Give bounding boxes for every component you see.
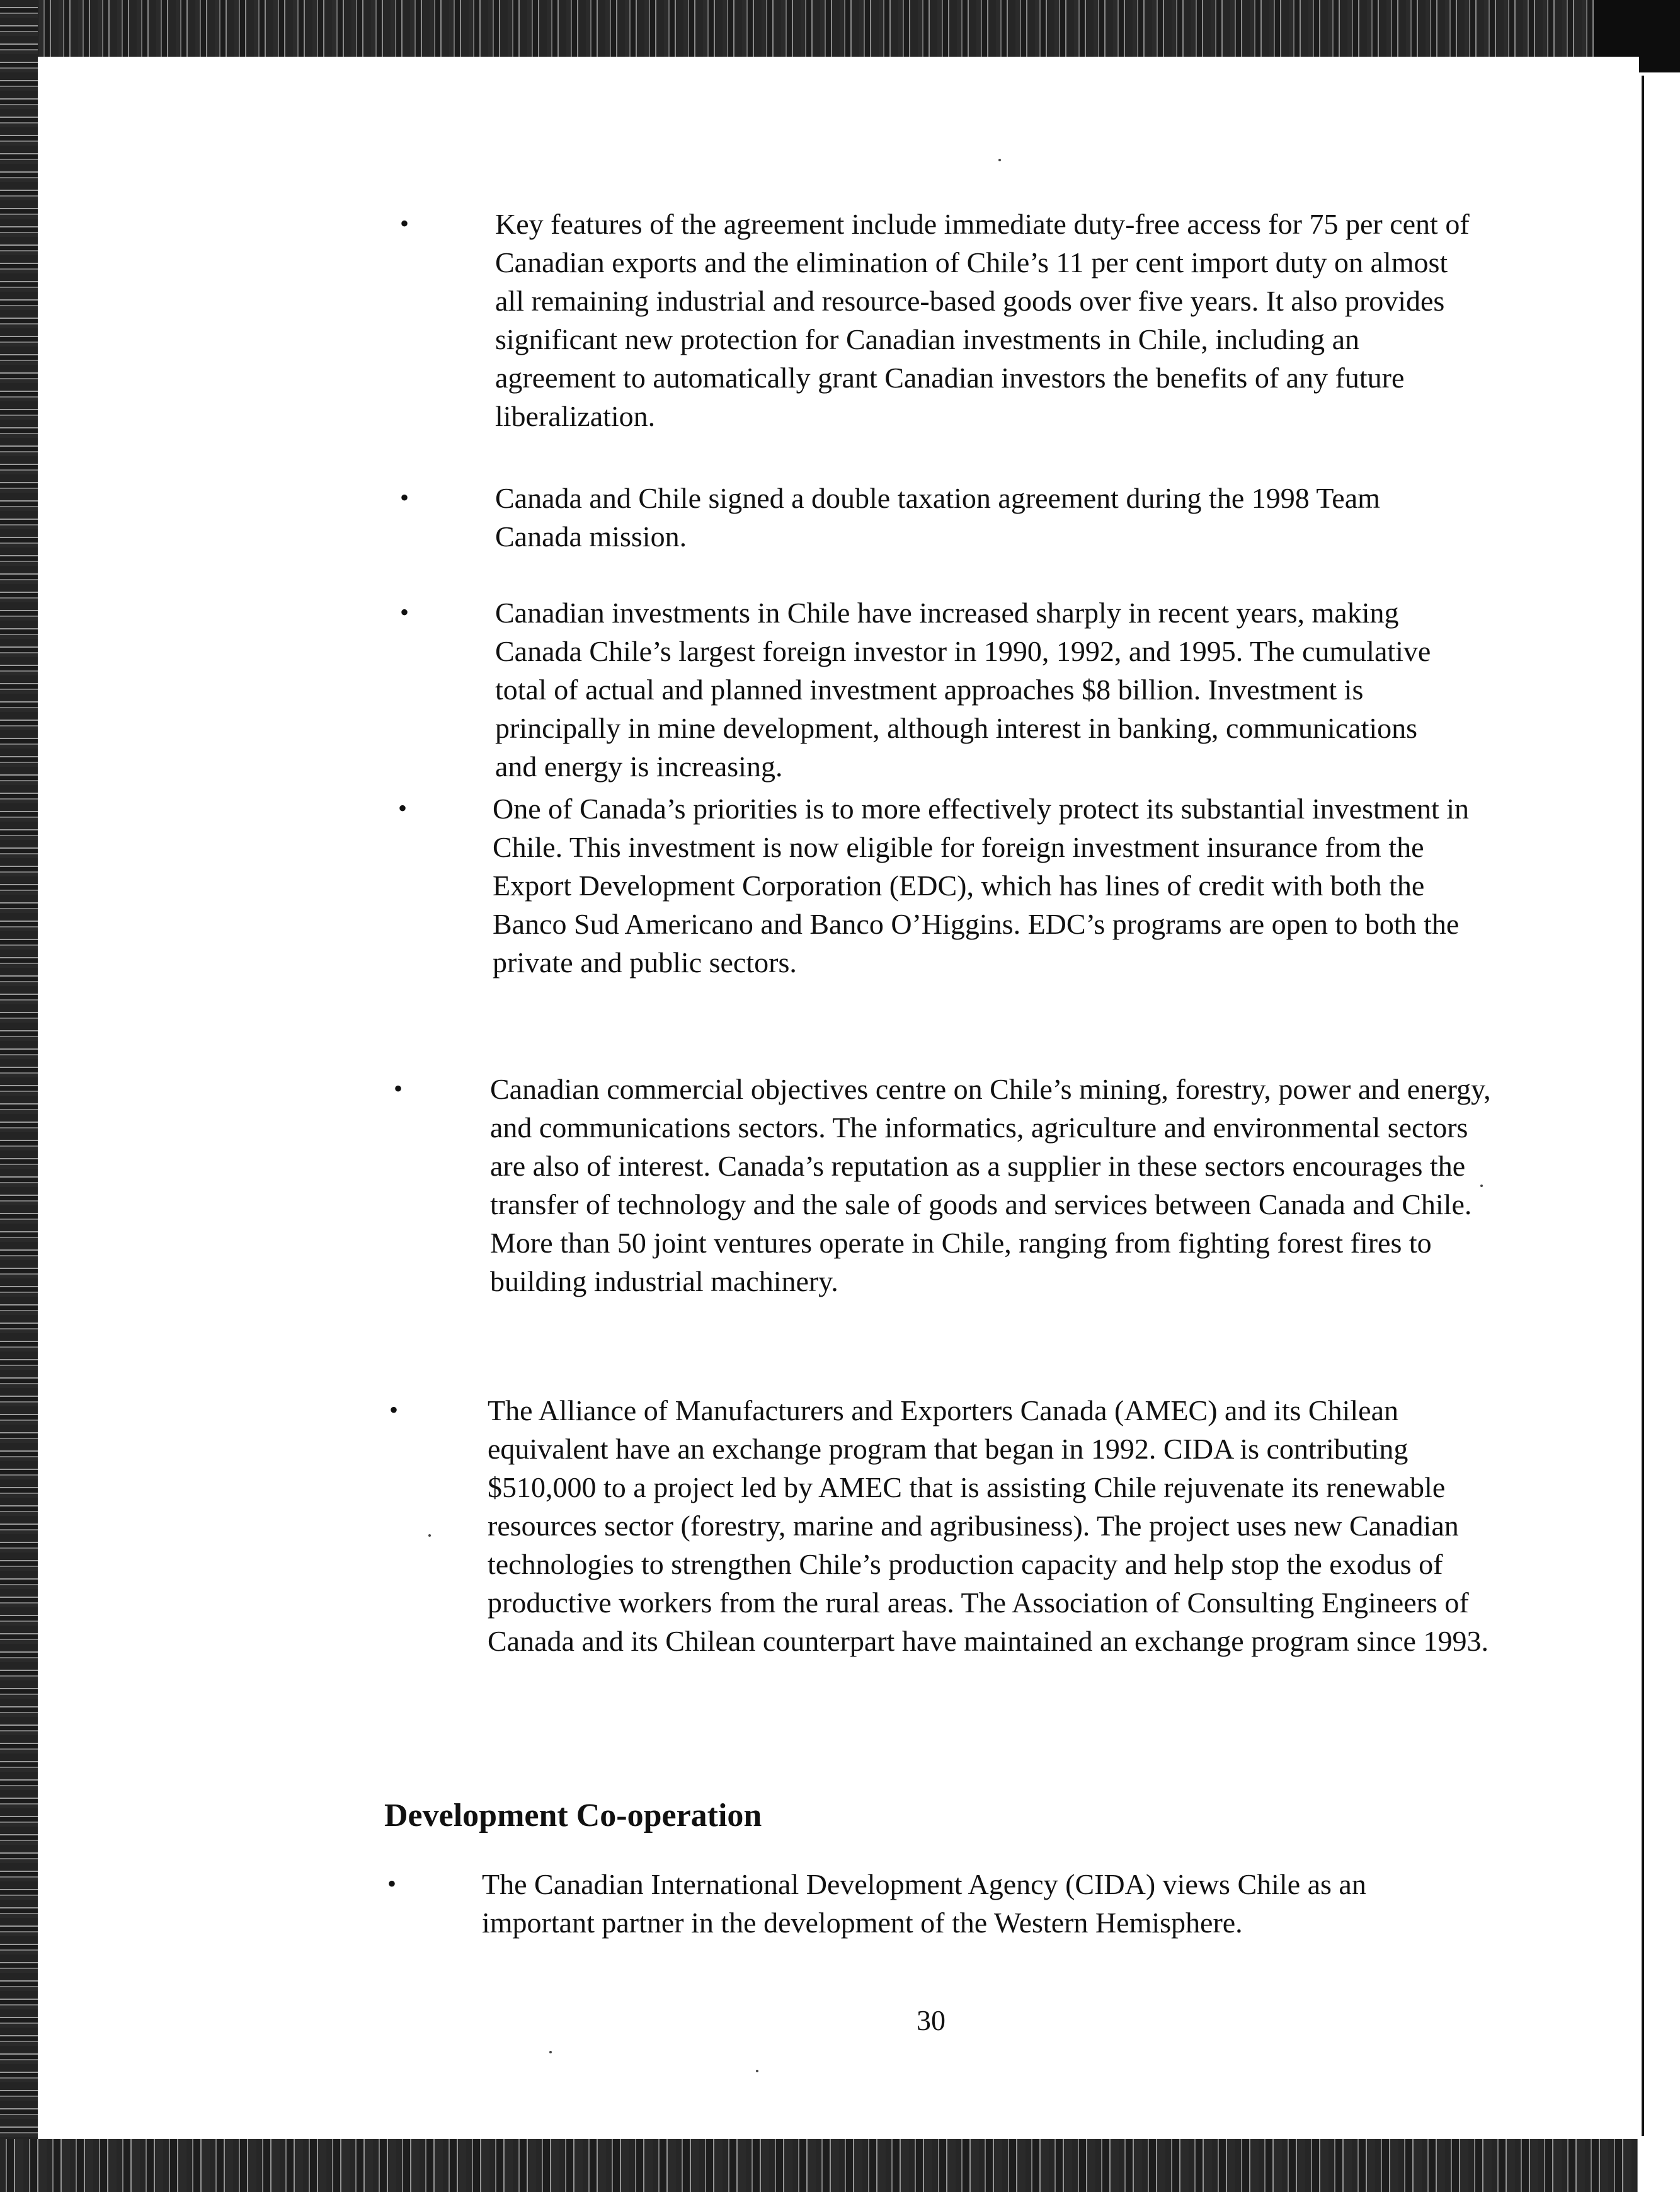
scan-border-left	[0, 0, 38, 2192]
scan-speck	[756, 2070, 758, 2072]
scan-speck	[428, 1534, 431, 1537]
bullet-marker: •	[400, 209, 409, 238]
bullet-marker: •	[394, 1074, 403, 1103]
scan-right-rule	[1642, 76, 1644, 2136]
bullet-text: The Canadian International Development Agency (CIDA) views Chile as an important partner in the development of the Western Hemisphere.	[482, 1868, 1366, 1939]
bullet-text: Canadian investments in Chile have increased sharply in recent years, making Canada Chile’s largest foreign investor in 1990, 1992, and 1995. The cumulative total of actual and planned investment approaches $8 billion. Investment is principally in mine development, although interest in banking, communications and energy is increasing.	[495, 597, 1431, 783]
scan-speck	[549, 2051, 552, 2053]
page-number: 30	[917, 2004, 946, 2036]
bullet-text: One of Canada’s priorities is to more effectively protect its substantial investment in Chile. This investment is now eligible for foreign investment insurance from the Export Development Corporation (EDC), which has lines of credit with both the Banco Sud Americano and Banco O’Higgins. EDC’s programs are open to both the private and public sectors.	[493, 793, 1470, 978]
scan-border-top	[0, 0, 1680, 57]
bullet-text: Key features of the agreement include immediate duty-free access for 75 per cent of Canadian exports and the elimination of Chile’s 11 per cent import duty on almost all remaining industrial and resource-based goods over five years. It also provides significant new protection for Canadian investments in Chile, including an agreement to automatically grant Canadian investors the benefits of any future liberalization.	[495, 208, 1470, 432]
bullet-marker: •	[400, 598, 409, 626]
document-page	[38, 57, 1639, 2139]
bullet-marker: •	[387, 1869, 397, 1898]
bullet-text: Canadian commercial objectives centre on Chile’s mining, forestry, power and energy, and communications sectors. The informatics, agriculture and environmental sectors are also of interest. Canada’s reputation as a supplier in these sectors encourages the transfer of technology and the sale of goods and services between Canada and Chile. More than 50 joint ventures operate in Chile, ranging from fighting forest fires to building industrial machinery.	[490, 1073, 1491, 1297]
bullet-text: The Alliance of Manufacturers and Exporters Canada (AMEC) and its Chilean equivalent have an exchange program that began in 1992. CIDA is contributing $510,000 to a project led by AMEC that is assisting Chile rejuvenate its renewable resources sector (forestry, marine and agribusiness). The project uses new Canadian technologies to strengthen Chile’s production capacity and help stop the exodus of productive workers from the rural areas. The Association of Consulting Engineers of Canada and its Chilean counterpart have maintained an exchange program since 1993.	[488, 1394, 1489, 1657]
bullet-marker: •	[400, 483, 409, 512]
scan-border-bottom	[0, 2139, 1680, 2192]
bullet-text: Canada and Chile signed a double taxation agreement during the 1998 Team Canada mission.	[495, 482, 1380, 553]
bullet-marker: •	[398, 794, 408, 822]
scan-speck	[998, 159, 1001, 161]
scan-margin-right	[1638, 0, 1680, 2192]
bullet-marker: •	[389, 1396, 399, 1424]
section-heading: Development Co-operation	[384, 1798, 762, 1833]
scan-speck	[1480, 1185, 1483, 1187]
